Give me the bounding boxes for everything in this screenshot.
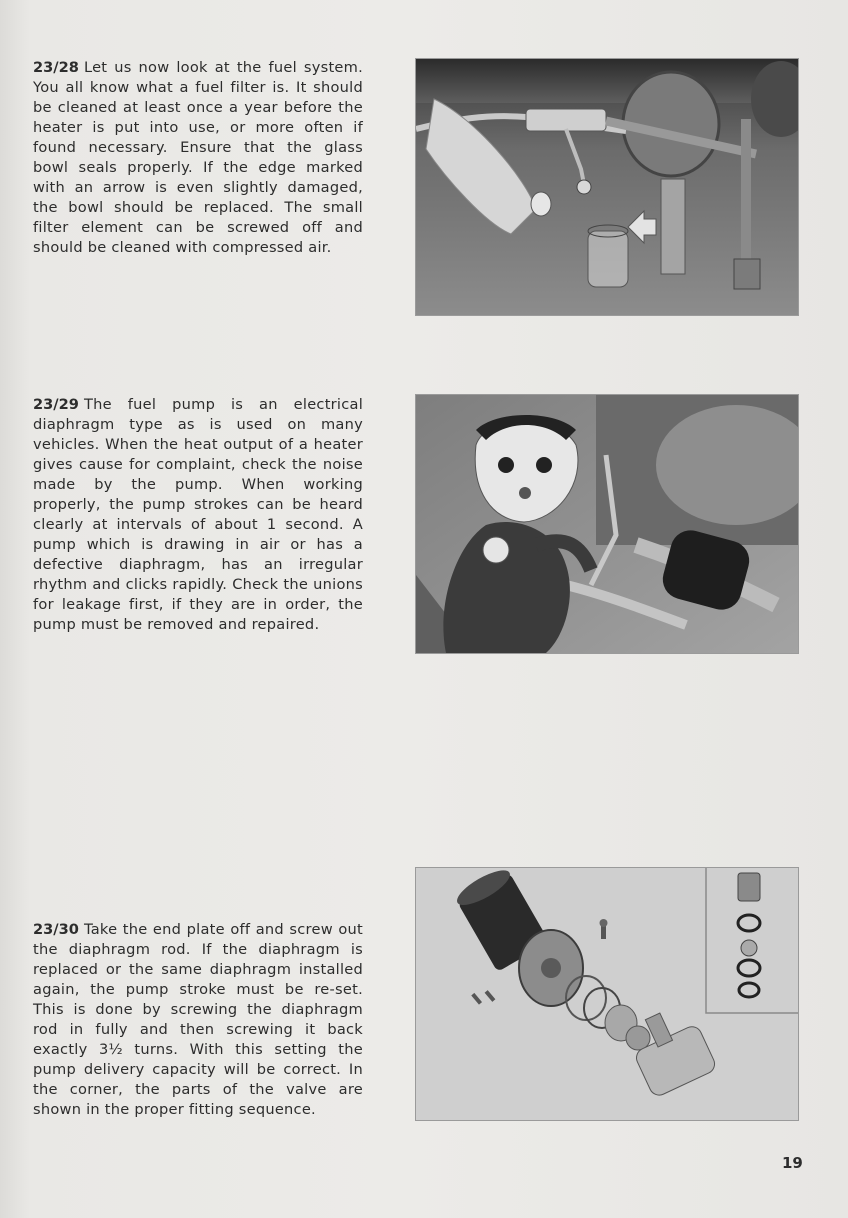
section-text: Take the end plate off and screw out the diaphragm rod. If the diaphragm is replaced or the same diaphragm installed again, the pump stroke must be re-set. This is done by screwing the diaphragm rod in fully and then screwing it back exactly 3½ turns. With this setting the pump delivery capacity will be correct. In the corner, the parts of the valve are shown in the proper fitting sequence. [33,921,363,1118]
section-23-28 [33,58,363,258]
fuel-pump-photo [415,394,799,654]
fuel-filter-photo [415,58,799,316]
section-number: 23/29 [33,396,79,413]
section-text: Let us now look at the fuel system. You all know what a fuel filter is. It should be cleaned at least once a year before the heater is put into use, or more often if found necessary. Ensure that the glass bowl seals properly. If the edge marked with an arrow is even slightly damaged, the bowl should be replaced. The small filter element can be screwed off and should be cleaned with compressed air. [33,59,363,256]
section-number: 23/28 [33,59,79,76]
section-23-30 [33,920,363,1120]
section-text: The fuel pump is an electrical diaphragm type as is used on many vehicles. When the heat output of a heater gives cause for complaint, check the noise made by the pump. When working properly, the pump strokes can be heard clearly at intervals of about 1 second. A pump which is drawing in air or has a defective diaphragm, has an irregular rhythm and clicks rapidly. Check the unions for leakage first, if they are in order, the pump must be removed and repaired. [33,396,363,633]
section-23-29 [33,395,363,635]
pump-parts-photo [415,867,799,1121]
section-number: 23/30 [33,921,79,938]
page-number: 19 [782,1154,803,1172]
